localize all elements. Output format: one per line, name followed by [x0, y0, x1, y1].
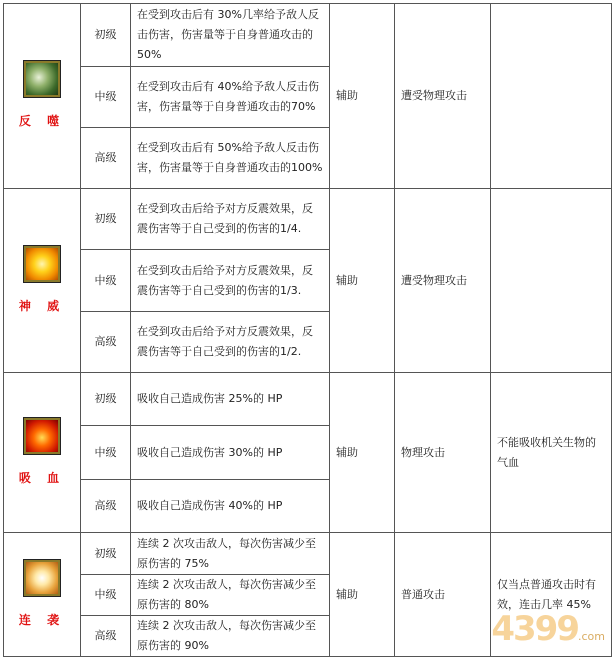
level-description: 吸收自己造成伤害 40%的 HP — [131, 480, 330, 533]
level-description: 连续 2 次攻击敌人，每次伤害减少至原伤害的 75% — [131, 533, 330, 575]
skill-note: 不能吸收机关生物的气血 — [491, 373, 612, 533]
skill-row — [4, 189, 612, 250]
skill-row — [4, 533, 612, 575]
level-label: 中级 — [81, 250, 131, 312]
level-label: 高级 — [81, 312, 131, 373]
level-description: 在受到攻击后给予对方反震效果，反震伤害等于自己受到的伤害的1/4. — [131, 189, 330, 250]
skill-trigger: 普通攻击 — [395, 533, 491, 657]
level-description: 在受到攻击后有 30%几率给予敌人反击伤害，伤害量等于自身普通攻击的50% — [131, 4, 330, 67]
level-description: 在受到攻击后给予对方反震效果，反震伤害等于自己受到的伤害的1/2. — [131, 312, 330, 373]
skill-table — [3, 3, 612, 657]
level-label: 初级 — [81, 189, 131, 250]
skill-name: 反 噬 — [18, 114, 66, 128]
skill-trigger: 遭受物理攻击 — [395, 4, 491, 189]
level-label: 初级 — [81, 533, 131, 575]
skill-row — [4, 373, 612, 426]
level-label: 高级 — [81, 128, 131, 189]
level-description: 吸收自己造成伤害 30%的 HP — [131, 426, 330, 480]
level-label: 初级 — [81, 4, 131, 67]
skill-icon-cell — [4, 189, 81, 373]
skill-icon-cell — [4, 373, 81, 533]
skill-type: 辅助 — [330, 533, 395, 657]
skill-type: 辅助 — [330, 373, 395, 533]
skill-icon-cell — [4, 533, 81, 657]
skill-name: 神 威 — [18, 298, 66, 313]
skill-trigger: 遭受物理攻击 — [395, 189, 491, 373]
watermark-domain: .com — [578, 630, 605, 643]
skill-trigger: 物理攻击 — [395, 373, 491, 533]
skill-note — [491, 189, 612, 373]
level-description: 在受到攻击后有 50%给予敌人反击伤害，伤害量等于自身普通攻击的100% — [131, 128, 330, 189]
skill-name: 吸 血 — [18, 470, 66, 485]
level-label: 高级 — [81, 480, 131, 533]
skill-note — [491, 4, 612, 189]
level-label: 高级 — [81, 616, 131, 657]
level-label: 中级 — [81, 67, 131, 128]
level-description: 吸收自己造成伤害 25%的 HP — [131, 373, 330, 426]
level-description: 在受到攻击后有 40%给予敌人反击伤害，伤害量等于自身普通攻击的70% — [131, 67, 330, 128]
skill-type: 辅助 — [330, 189, 395, 373]
level-description: 连续 2 次攻击敌人，每次伤害减少至原伤害的 80% — [131, 575, 330, 616]
level-description: 在受到攻击后给予对方反震效果，反震伤害等于自己受到的伤害的1/3. — [131, 250, 330, 312]
level-label: 中级 — [81, 426, 131, 480]
shenwei-skill-icon — [24, 246, 60, 282]
lianxi-skill-icon — [24, 560, 60, 596]
watermark-number: 4399 — [491, 609, 578, 649]
skill-row — [4, 4, 612, 67]
xixue-skill-icon — [24, 418, 60, 454]
level-label: 初级 — [81, 373, 131, 426]
skill-type: 辅助 — [330, 4, 395, 189]
level-description: 连续 2 次攻击敌人，每次伤害减少至原伤害的 90% — [131, 616, 330, 657]
skill-name: 连 袭 — [18, 612, 66, 627]
skill-icon-cell — [4, 4, 81, 189]
level-label: 中级 — [81, 575, 131, 616]
skill-note: 仅当点普通攻击时有效，连击几率 45% — [491, 533, 612, 657]
fanshi-skill-icon — [24, 61, 60, 97]
